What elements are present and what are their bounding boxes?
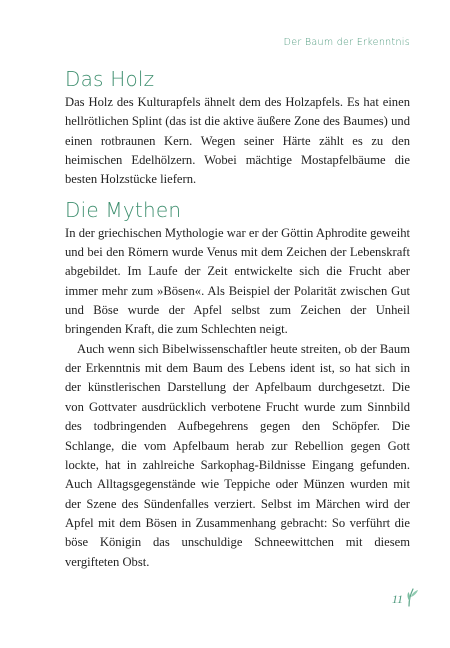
paragraph-holz: Das Holz des Kulturapfels ähnelt dem des Holzapfels. Es hat einen hellrötlichen Splint (das ist die aktive äußere Zone des Baumes) und einen rotbraunen Kern. Wegen seiner Härte zählt es zu den heimischen Edelhölzern. Wobei mächtige Mostapfelbäume die besten Holzstücke liefern. <box>65 95 410 187</box>
page-body <box>65 65 410 572</box>
page-number: 11 <box>391 592 403 606</box>
paragraph-mythen-2: Auch wenn sich Bibelwissenschaftler heute streiten, ob der Baum der Erkenntnis mit dem Baum des Lebens ident ist, so hat sich in der künstlerischen Darstellung der Apfelbaum durchgesetzt. Die von Gottvater ausdrücklich verbotene Frucht wurde zum Sinnbild des todbringenden Aufbegehrens gegen den Schöpfer. Die Schlange, die vom Apfelbaum herab zur Rebellion gegen Gott lockte, hat in zahlreiche Sarkophag-Bildnisse Eingang gefunden. Auch Alltagsgegenstände wie Teppiche oder Münzen wurden mit der Szene des Sündenfalles verziert. Selbst im Märchen wird der Apfel mit dem Bösen in Zusammenhang gebracht: So verführt die böse Königin das unschuldige Schneewittchen mit diesem vergifteten Obst. <box>65 341 410 569</box>
section-heading-mythen: Die Mythen <box>65 197 182 222</box>
page-footer <box>392 587 420 607</box>
section-heading-holz: Das Holz <box>65 67 155 91</box>
paragraph-mythen-1: In der griechischen Mythologie war er der Göttin Aphrodite geweiht und bei den Römern wurde Venus mit dem Zeichen der Lebenskraft abgebildet. Im Laufe der Zeit entwickelte sich die Frucht aber immer mehr zum »Bösen«. Als Beispiel der Polarität zwischen Gut und Böse wurde der Apfel selbst zum Zeichen der Unheil bringenden Kraft, die zum Schlechten neigt. <box>65 225 410 337</box>
running-header: Der Baum der Erkenntnis <box>283 37 410 48</box>
leaf-sprig-icon <box>406 587 420 607</box>
